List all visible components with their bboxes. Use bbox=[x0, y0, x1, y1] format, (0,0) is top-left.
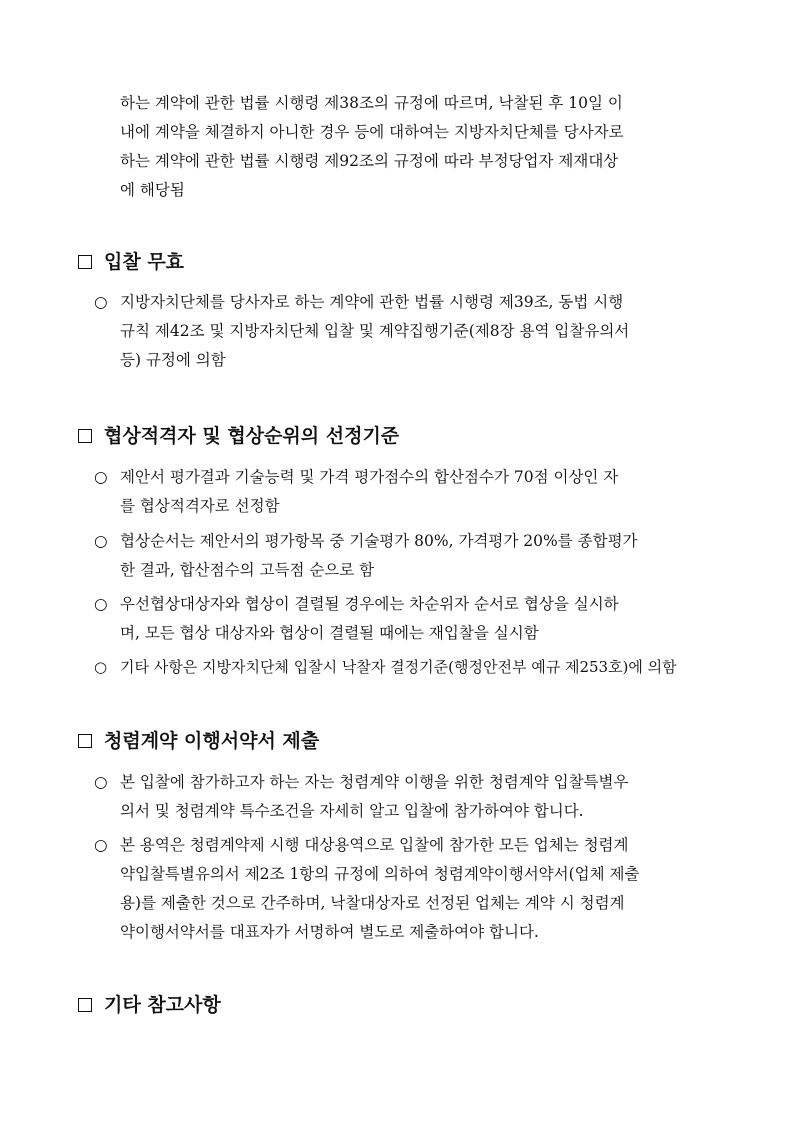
intro-line: 내에 계약을 체결하지 아니한 경우 등에 대하여는 지방자치단체를 당사자로 bbox=[120, 123, 624, 141]
circle-bullet-icon: ○ bbox=[94, 836, 108, 854]
list-item: ○ 우선협상대상자와 협상이 결렬될 경우에는 차순위자 순서로 협상을 실시하 bbox=[94, 595, 619, 613]
list-item-continuation: 며, 모든 협상 대상자와 협상이 결렬될 때에는 재입찰을 실시함 bbox=[120, 624, 539, 642]
section-heading-invalid-bid bbox=[78, 249, 184, 275]
list-item-continuation: 등) 규정에 의함 bbox=[120, 351, 226, 369]
section-title: 입찰 무효 bbox=[104, 251, 185, 273]
checkbox-square-icon bbox=[78, 734, 92, 748]
list-item: ○ 지방자치단체를 당사자로 하는 계약에 관한 법률 시행령 제39조, 동법 시행 bbox=[94, 293, 624, 311]
list-item-continuation: 규칙 제42조 및 지방자치단체 입찰 및 계약집행기준(제8장 용역 입찰유의서 bbox=[120, 322, 630, 340]
section-title: 기타 참고사항 bbox=[104, 994, 221, 1016]
intro-line: 하는 계약에 관한 법률 시행령 제92조의 규정에 따라 부정당업자 제재대상 bbox=[120, 152, 619, 170]
list-item-continuation: 약이행서약서를 대표자가 서명하여 별도로 제출하여야 합니다. bbox=[120, 923, 539, 941]
section-heading-other-notes bbox=[78, 992, 221, 1018]
checkbox-square-icon bbox=[78, 429, 92, 443]
section-heading-negotiation-criteria bbox=[78, 423, 399, 449]
list-item: ○ 기타 사항은 지방자치단체 입찰시 낙찰자 결정기준(행정안전부 예규 제253호)에 의함 bbox=[94, 658, 677, 676]
list-item-continuation: 의서 및 청렴계약 특수조건을 자세히 알고 입찰에 참가하여야 합니다. bbox=[120, 802, 584, 820]
checkbox-square-icon bbox=[78, 998, 92, 1012]
circle-bullet-icon: ○ bbox=[94, 773, 108, 791]
circle-bullet-icon: ○ bbox=[94, 595, 108, 613]
list-item-continuation: 약입찰특별유의서 제2조 1항의 규정에 의하여 청렴계약이행서약서(업체 제출 bbox=[120, 865, 640, 883]
list-item-continuation: 를 협상적격자로 선정함 bbox=[120, 497, 280, 515]
list-item: ○ 본 용역은 청렴계약제 시행 대상용역으로 입찰에 참가한 모든 업체는 청렴계 bbox=[94, 836, 629, 854]
intro-line: 하는 계약에 관한 법률 시행령 제38조의 규정에 따르며, 낙찰된 후 10일 이 bbox=[120, 94, 623, 112]
circle-bullet-icon: ○ bbox=[94, 468, 108, 486]
section-title: 협상적격자 및 협상순위의 선정기준 bbox=[104, 425, 400, 447]
list-item-continuation: 용)를 제출한 것으로 간주하며, 낙찰대상자로 선정된 업체는 계약 시 청렴계 bbox=[120, 894, 625, 912]
section-title: 청렴계약 이행서약서 제출 bbox=[104, 730, 320, 752]
section-heading-integrity-pledge bbox=[78, 728, 319, 754]
list-item: ○ 제안서 평가결과 기술능력 및 가격 평가점수의 합산점수가 70점 이상인 자 bbox=[94, 468, 619, 486]
intro-line: 에 해당됨 bbox=[120, 181, 185, 199]
circle-bullet-icon: ○ bbox=[94, 658, 108, 676]
checkbox-square-icon bbox=[78, 255, 92, 269]
circle-bullet-icon: ○ bbox=[94, 532, 108, 550]
circle-bullet-icon: ○ bbox=[94, 293, 108, 311]
list-item: ○ 본 입찰에 참가하고자 하는 자는 청렴계약 이행을 위한 청렴계약 입찰특별우 bbox=[94, 773, 629, 791]
list-item: ○ 협상순서는 제안서의 평가항목 중 기술평가 80%, 가격평가 20%를 종합평가 bbox=[94, 532, 638, 550]
list-item-continuation: 한 결과, 합산점수의 고득점 순으로 함 bbox=[120, 561, 375, 579]
